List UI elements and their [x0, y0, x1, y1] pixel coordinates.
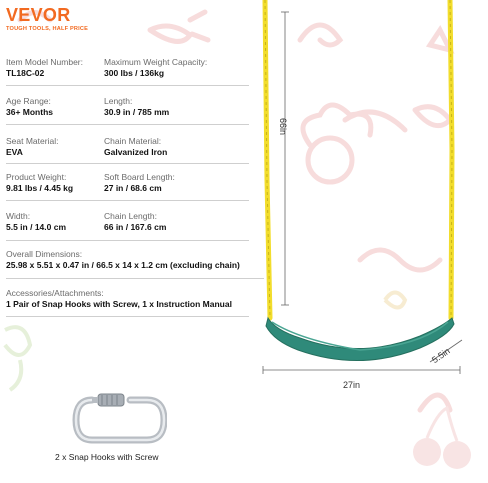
accessory-caption: 2 x Snap Hooks with Screw: [55, 452, 159, 462]
spec-model-label: Item Model Number:: [6, 57, 83, 67]
spec-seat-label: Seat Material:: [6, 136, 59, 146]
spec-length-label: Length:: [104, 96, 133, 106]
spec-weight-value: 9.81 lbs / 4.45 kg: [6, 183, 74, 193]
spec-overall-value: 25.98 x 5.51 x 0.47 in / 66.5 x 14 x 1.2 cm (excluding chain): [6, 260, 240, 270]
right-chain: [450, 0, 452, 318]
spec-capacity-label: Maximum Weight Capacity:: [104, 57, 208, 67]
spec-board-length-value: 27 in / 68.6 cm: [104, 183, 162, 193]
snap-hook-icon: [72, 392, 167, 450]
spec-accessories-label: Accessories/Attachments:: [6, 288, 104, 298]
spec-age-label: Age Range:: [6, 96, 51, 106]
brand-name: VEVOR: [6, 5, 71, 25]
spec-chain-material-label: Chain Material:: [104, 136, 162, 146]
spec-weight-label: Product Weight:: [6, 172, 67, 182]
spec-length-value: 30.9 in / 785 mm: [104, 107, 170, 117]
spec-seat-value: EVA: [6, 147, 23, 157]
spec-overall-label: Overall Dimensions:: [6, 249, 83, 259]
spec-model-value: TL18C-02: [6, 68, 45, 78]
left-chain: [265, 0, 270, 318]
spec-width-label: Width:: [6, 211, 31, 221]
spec-chain-length-label: Chain Length:: [104, 211, 157, 221]
spec-chain-material-value: Galvanized Iron: [104, 147, 168, 157]
seat-width-label: 5.5in: [430, 345, 452, 366]
spec-width-value: 5.5 in / 14.0 cm: [6, 222, 67, 232]
brand-tagline: TOUGH TOOLS, HALF PRICE: [6, 26, 89, 32]
spec-age-value: 36+ Months: [6, 107, 53, 117]
spec-chain-length-value: 66 in / 167.6 cm: [104, 222, 167, 232]
chain-dimension-label: 66in: [278, 118, 288, 136]
swing-seat: [266, 318, 454, 361]
spec-board-length-label: Soft Board Length:: [104, 172, 175, 182]
spec-accessories-value: 1 Pair of Snap Hooks with Screw, 1 x Instruction Manual: [6, 299, 232, 309]
spec-capacity-value: 300 lbs / 136kg: [104, 68, 165, 78]
seat-length-label: 27in: [343, 380, 361, 390]
